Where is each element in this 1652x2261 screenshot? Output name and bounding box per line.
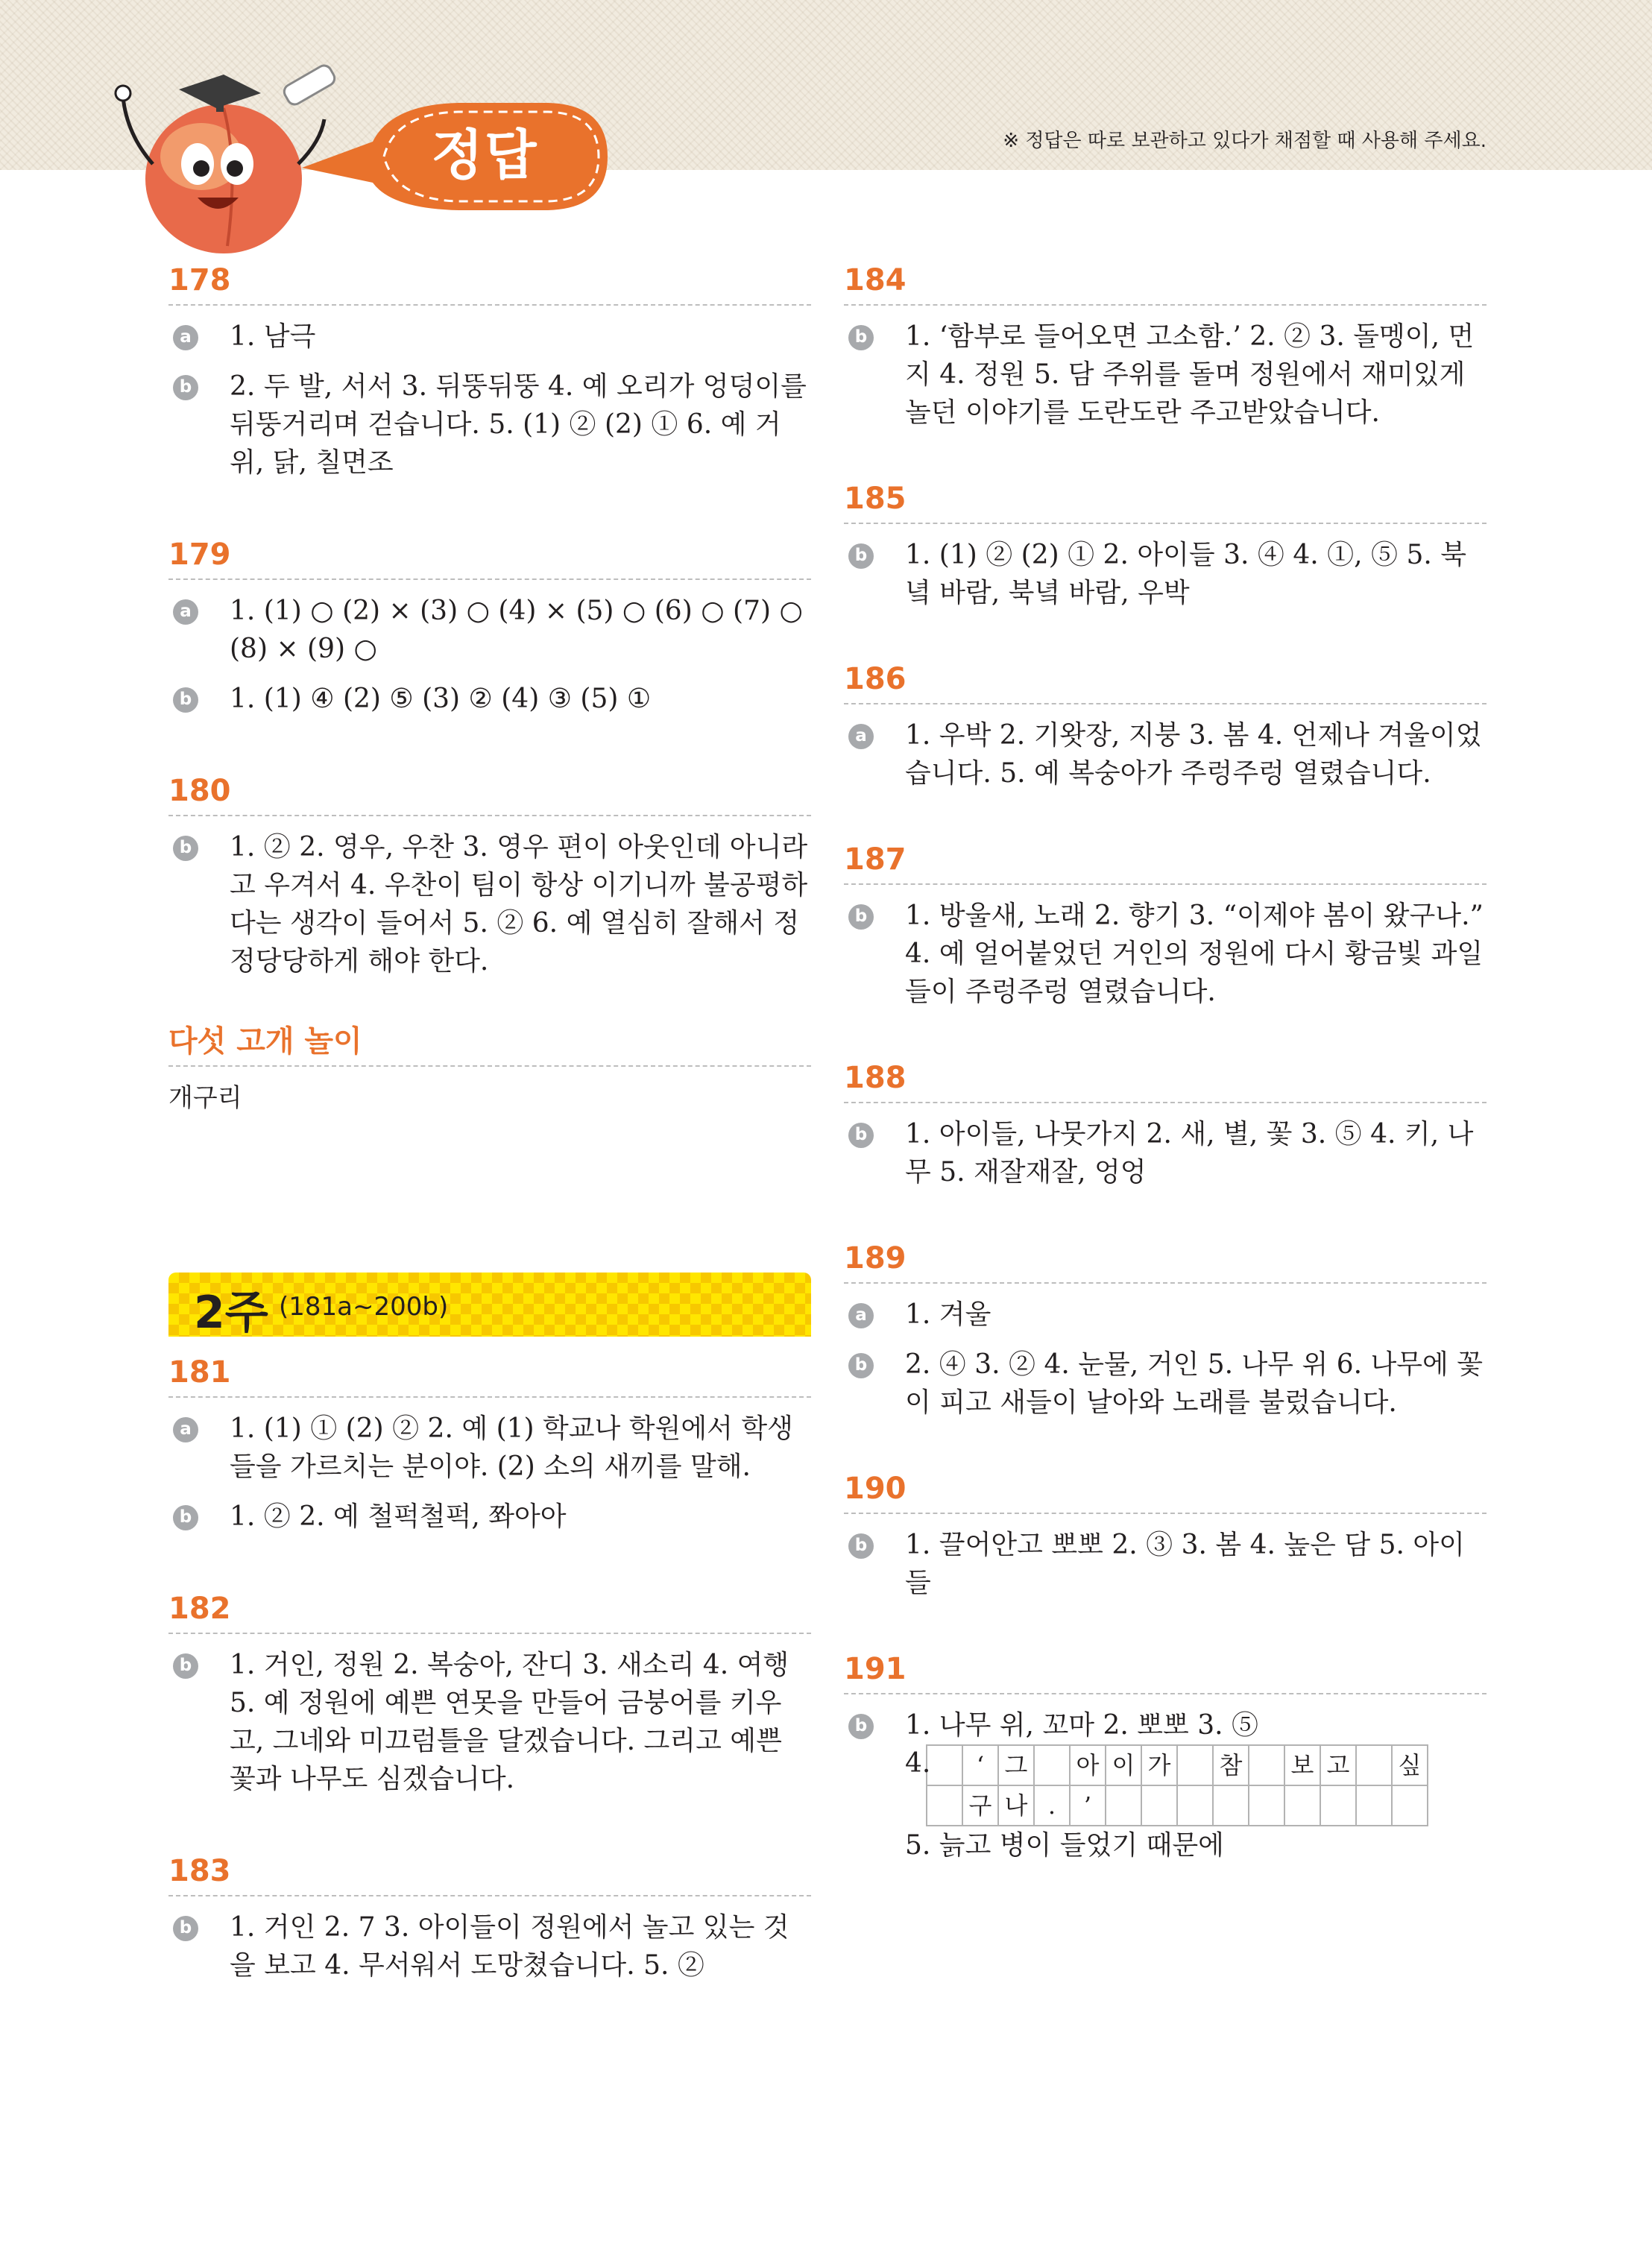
answer-section-184 xyxy=(844,261,1487,432)
five-hints-game-section xyxy=(168,1022,811,1116)
writing-grid-answer xyxy=(905,1744,1487,1826)
level-b-badge: b xyxy=(848,904,874,930)
grid-cell: ‘ xyxy=(962,1745,998,1785)
section-number: 183 xyxy=(168,1852,811,1896)
answer-row xyxy=(844,1706,1487,1864)
left-column xyxy=(168,261,811,1984)
answer-text: 1. 우박 2. 기왓장, 지붕 3. 봄 4. 언제나 겨울이었습니다. 5. 예 복숭아가 주렁주렁 열렸습니다. xyxy=(905,720,1482,789)
answer-section-188 xyxy=(844,1059,1487,1191)
answer-row xyxy=(844,897,1487,1011)
level-a-badge: a xyxy=(173,599,198,625)
grid-cell xyxy=(927,1785,962,1826)
answer-section-178 xyxy=(168,261,811,482)
section-title: 다섯 고개 놀이 xyxy=(168,1022,811,1067)
section-number: 184 xyxy=(844,261,1487,306)
answer-row xyxy=(844,716,1487,792)
answer-text: 1. (1) ① (2) ② 2. 예 (1) 학교나 학원에서 학생들을 가르치는 분이야. (2) 소의 새끼를 말해. xyxy=(230,1413,793,1482)
answer-row xyxy=(168,318,811,356)
answer-row xyxy=(168,680,811,718)
answer-row xyxy=(168,1410,811,1486)
grid-row xyxy=(927,1785,1428,1826)
answer-section-179 xyxy=(168,535,811,718)
answer-row xyxy=(168,592,811,668)
answer-text: 1. 거인, 정원 2. 복숭아, 잔디 3. 새소리 4. 여행 5. 예 정원에 예쁜 연못을 만들어 금붕어를 키우고, 그네와 미끄럼틀을 달겠습니다. 그리고 예쁜 꽃과 나무도 심겠습니다. xyxy=(230,1650,789,1794)
storage-notice: ※ 정답은 따로 보관하고 있다가 채점할 때 사용해 주세요. xyxy=(1003,130,1487,152)
page-title: 정답 xyxy=(431,124,538,186)
answer-row xyxy=(168,1498,811,1536)
section-number: 179 xyxy=(168,535,811,580)
grid-cell: 이 xyxy=(1106,1745,1141,1785)
grid-cell xyxy=(1034,1745,1070,1785)
answer-text: 2. 두 발, 서서 3. 뒤뚱뒤뚱 4. 예 오리가 엉덩이를 뒤뚱거리며 걷습니다. 5. (1) ② (2) ① 6. 예 거위, 닭, 칠면조 xyxy=(230,371,807,478)
answer-row xyxy=(844,536,1487,612)
level-a-badge: a xyxy=(848,724,874,749)
section-number: 180 xyxy=(168,772,811,816)
week-banner xyxy=(168,1273,811,1337)
grid-cell xyxy=(1249,1745,1284,1785)
level-b-badge: b xyxy=(848,1123,874,1148)
game-answer: 개구리 xyxy=(168,1083,242,1113)
section-number: 178 xyxy=(168,261,811,306)
grid-cell xyxy=(1141,1785,1177,1826)
grid-cell: 참 xyxy=(1213,1745,1249,1785)
grid-cell xyxy=(1177,1785,1213,1826)
grid-cell xyxy=(1284,1785,1320,1826)
answer-row xyxy=(844,318,1487,432)
level-a-badge: a xyxy=(848,1303,874,1328)
level-a-badge: a xyxy=(173,325,198,350)
grid-cell: 가 xyxy=(1141,1745,1177,1785)
level-b-badge: b xyxy=(173,687,198,713)
level-b-badge: b xyxy=(848,1714,874,1739)
section-number: 186 xyxy=(844,660,1487,704)
answer-row xyxy=(844,1115,1487,1191)
section-number: 185 xyxy=(844,479,1487,524)
answer-row xyxy=(168,828,811,980)
level-b-badge: b xyxy=(173,1653,198,1679)
section-number: 181 xyxy=(168,1353,811,1398)
grid-cell xyxy=(1356,1745,1392,1785)
grid-cell xyxy=(1249,1785,1284,1826)
grid-cell xyxy=(1356,1785,1392,1826)
right-column xyxy=(844,261,1487,1864)
grid-cell: . xyxy=(1034,1785,1070,1826)
level-b-badge: b xyxy=(848,325,874,350)
level-a-badge: a xyxy=(173,1417,198,1442)
answer-text: 1. ‘함부로 들어오면 고소함.’ 2. ② 3. 돌멩이, 먼지 4. 정원 5. 담 주위를 돌며 정원에서 재미있게 놀던 이야기를 도란도란 주고받았습니다. xyxy=(905,321,1475,428)
question-number: 4. xyxy=(905,1748,931,1779)
answer-row xyxy=(168,1908,811,1984)
level-b-badge: b xyxy=(848,1533,874,1559)
grid-cell: 그 xyxy=(998,1745,1034,1785)
answer-section-181 xyxy=(168,1353,811,1536)
answer-text: 2. ④ 3. ② 4. 눈물, 거인 5. 나무 위 6. 나무에 꽃이 피고 새들이 날아와 노래를 불렀습니다. xyxy=(905,1349,1484,1418)
grid-row xyxy=(927,1745,1428,1785)
week-range: (181a~200b) xyxy=(279,1292,449,1322)
level-b-badge: b xyxy=(173,1916,198,1941)
grid-cell: 나 xyxy=(998,1785,1034,1826)
grid-cell: 보 xyxy=(1284,1745,1320,1785)
answer-text: 1. 겨울 xyxy=(905,1299,991,1330)
answer-text: 1. (1) ④ (2) ⑤ (3) ② (4) ③ (5) ① xyxy=(230,684,652,714)
answer-section-190 xyxy=(844,1469,1487,1602)
grid-cell: 싶 xyxy=(1392,1745,1428,1785)
section-number: 191 xyxy=(844,1650,1487,1694)
answer-text: 1. 아이들, 나뭇가지 2. 새, 별, 꽃 3. ⑤ 4. 키, 나무 5. 재잘재잘, 엉엉 xyxy=(905,1119,1474,1188)
answer-text: 1. ② 2. 예 철퍽철퍽, 쫘아아 xyxy=(230,1501,567,1532)
answer-text: 1. ② 2. 영우, 우찬 3. 영우 편이 아웃인데 아니라고 우겨서 4. 우찬이 팀이 항상 이기니까 불공평하다는 생각이 들어서 5. ② 6. 예 열심히 잘해서 정정당당하게 해야 한다. xyxy=(230,832,808,977)
grid-cell: 고 xyxy=(1320,1745,1356,1785)
answer-text: 1. 끌어안고 뽀뽀 2. ③ 3. 봄 4. 높은 담 5. 아이들 xyxy=(905,1530,1465,1598)
answer-section-180 xyxy=(168,772,811,980)
level-b-badge: b xyxy=(173,836,198,861)
grid-cell xyxy=(1213,1785,1249,1826)
grid-cell: 아 xyxy=(1070,1745,1106,1785)
level-b-badge: b xyxy=(848,543,874,569)
grid-cell xyxy=(1177,1745,1213,1785)
grid-cell: ’ xyxy=(1070,1785,1106,1826)
answer-section-185 xyxy=(844,479,1487,612)
answer-text: 1. 방울새, 노래 2. 향기 3. “이제야 봄이 왔구나.” 4. 예 얼어붙었던 거인의 정원에 다시 황금빛 과일들이 주렁주렁 열렸습니다. xyxy=(905,901,1484,1007)
grid-cell xyxy=(1320,1785,1356,1826)
answer-section-189 xyxy=(844,1239,1487,1422)
level-b-badge: b xyxy=(173,1505,198,1530)
section-number: 190 xyxy=(844,1469,1487,1514)
answer-text: 1. 나무 위, 꼬마 2. 뽀뽀 3. ⑤ xyxy=(905,1710,1259,1741)
answer-row xyxy=(844,1346,1487,1422)
level-b-badge: b xyxy=(173,375,198,400)
answer-section-191 xyxy=(844,1650,1487,1864)
level-b-badge: b xyxy=(848,1353,874,1378)
answer-section-187 xyxy=(844,840,1487,1011)
section-number: 187 xyxy=(844,840,1487,885)
section-number: 188 xyxy=(844,1059,1487,1103)
answer-row xyxy=(844,1526,1487,1602)
answer-section-186 xyxy=(844,660,1487,792)
answer-row xyxy=(168,368,811,482)
answer-text: 1. 거인 2. 7 3. 아이들이 정원에서 놀고 있는 것을 보고 4. 무서워서 도망쳤습니다. 5. ② xyxy=(230,1912,789,1981)
answer-row xyxy=(844,1296,1487,1334)
answer-section-183 xyxy=(168,1852,811,1984)
answer-section-182 xyxy=(168,1589,811,1798)
week-label: 2주 xyxy=(194,1287,268,1339)
grid-cell: 구 xyxy=(962,1785,998,1826)
answer-text: 1. 남극 xyxy=(230,321,316,352)
manuscript-grid xyxy=(926,1744,1428,1826)
answer-text: 1. (1) ○ (2) × (3) ○ (4) × (5) ○ (6) ○ (7) ○ (8) × (9) ○ xyxy=(230,596,803,664)
answer-text: 5. 늙고 병이 들었기 때문에 xyxy=(905,1830,1224,1861)
grid-cell xyxy=(1106,1785,1141,1826)
grid-cell xyxy=(1392,1785,1428,1826)
section-number: 182 xyxy=(168,1589,811,1634)
answer-row xyxy=(168,1646,811,1798)
grid-cell xyxy=(927,1745,962,1785)
answer-text: 1. (1) ② (2) ① 2. 아이들 3. ④ 4. ①, ⑤ 5. 북녘 바람, 북녘 바람, 우박 xyxy=(905,540,1467,608)
section-number: 189 xyxy=(844,1239,1487,1284)
